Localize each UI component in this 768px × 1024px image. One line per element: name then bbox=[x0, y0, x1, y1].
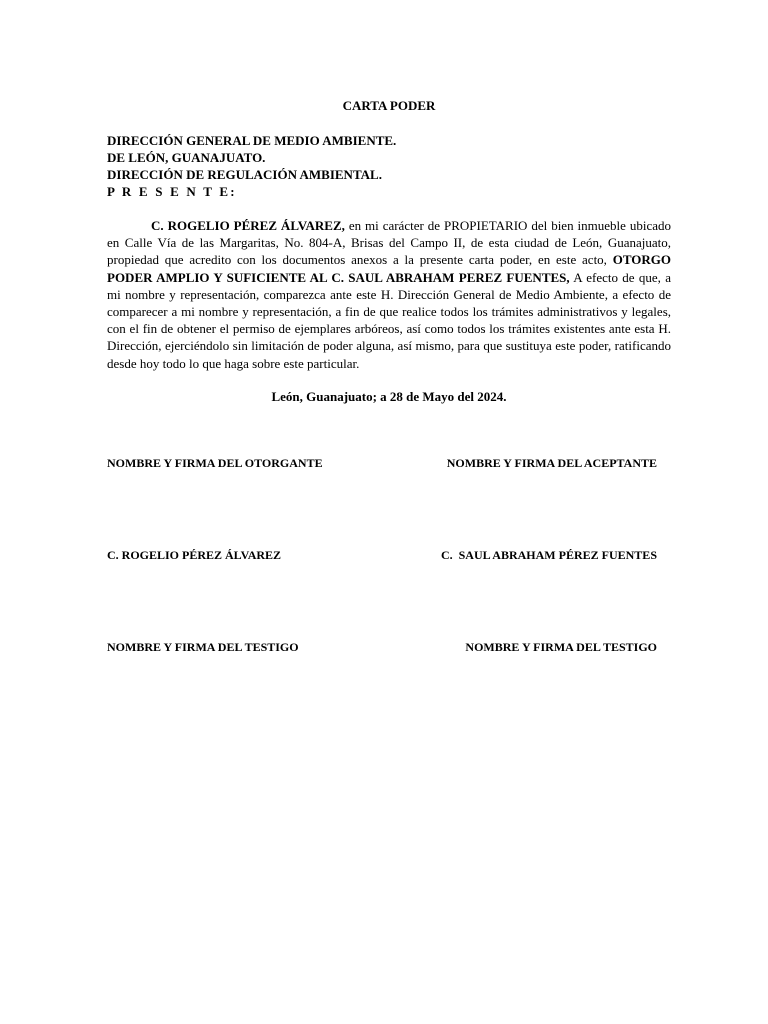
addressee-line-3: DIRECCIÓN DE REGULACIÓN AMBIENTAL. bbox=[107, 167, 382, 182]
acceptor-name: C. SAUL ABRAHAM PÉREZ FUENTES bbox=[440, 548, 657, 562]
body-text-part-1: en mi carácter de PROPIETARIO del bien inmueble ubicado en Calle Vía de las Margaritas, No. 804-A, Brisas del Campo II, de esta ciudad de León, Guanajuato, propiedad que acredito con los documentos anexos a la presente carta poder, en este acto, bbox=[107, 218, 671, 268]
addressee-line-4: P R E S E N T E: bbox=[107, 184, 237, 199]
body-text-part-2: A efecto de que, a mi nombre y representación, comparezca ante este H. Dirección General de Medio Ambiente, a efecto de comparecer a mi nombre y representación, a fin de que realice todos los trámites administrativos y legales, con el fin de obtener el permiso de ejemplares arbóreos, así como todos los trámites existentes ante esta H. Dirección, ejerciéndolo sin limitación de poder alguna, así mismo, para que sustituya este poder, ratificando desde hoy todo lo que haga sobre este particular. bbox=[107, 269, 671, 371]
grant-statement: OTORGO PODER AMPLIO Y SUFICIENTE AL C. SAUL ABRAHAM PEREZ FUENTES, bbox=[107, 252, 671, 285]
body-paragraph bbox=[107, 217, 671, 372]
acceptor-signature-label: NOMBRE Y FIRMA DEL ACEPTANTE bbox=[446, 456, 657, 470]
addressee-line-1: DIRECCIÓN GENERAL DE MEDIO AMBIENTE. bbox=[107, 133, 397, 148]
grantor-name: C. ROGELIO PÉREZ ÁLVAREZ bbox=[107, 548, 282, 562]
document-title: CARTA PODER bbox=[342, 98, 436, 113]
grantor-signature-label: NOMBRE Y FIRMA DEL OTORGANTE bbox=[107, 456, 323, 470]
witness-2-signature-label: NOMBRE Y FIRMA DEL TESTIGO bbox=[465, 640, 657, 654]
grantor-name-inline: C. ROGELIO PÉREZ ÁLVAREZ, bbox=[151, 218, 345, 233]
addressee-block bbox=[107, 132, 396, 200]
addressee-line-2: DE LEÓN, GUANAJUATO. bbox=[107, 150, 266, 165]
witness-1-signature-label: NOMBRE Y FIRMA DEL TESTIGO bbox=[107, 640, 299, 654]
place-and-date: León, Guanajuato; a 28 de Mayo del 2024. bbox=[271, 389, 507, 404]
